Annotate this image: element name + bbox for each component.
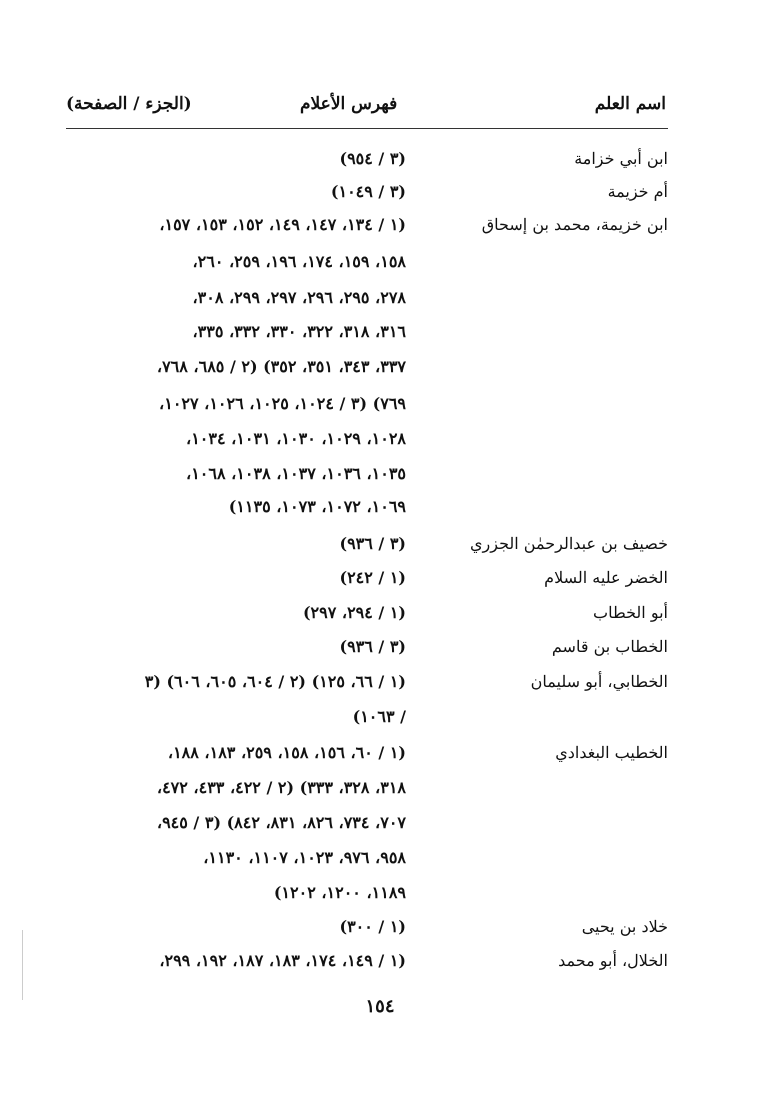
volume-page-references: ١٠٣٥، ١٠٣٦، ١٠٣٧، ١٠٣٨، ١٠٦٨، bbox=[186, 464, 406, 483]
index-row bbox=[66, 944, 668, 978]
volume-page-references: ٣٣٧، ٣٤٣، ٣٥١، ٣٥٢) (٢ / ٦٨٥، ٧٦٨، bbox=[156, 357, 406, 376]
volume-page-references: ٣١٦، ٣١٨، ٣٢٢، ٣٣٠، ٣٣٢، ٣٣٥، bbox=[192, 322, 406, 341]
volume-page-references: ١٠٢٨، ١٠٢٩، ١٠٣٠، ١٠٣١، ١٠٣٤، bbox=[186, 429, 406, 448]
index-row bbox=[66, 245, 668, 279]
person-name: خصيف بن عبدالرحمٰن الجزري bbox=[469, 534, 668, 553]
index-row bbox=[66, 841, 668, 875]
index-row bbox=[66, 630, 668, 664]
index-row bbox=[66, 665, 668, 699]
person-name: الخلال، أبو محمد bbox=[558, 951, 668, 970]
volume-page-references: ٢٧٨، ٢٩٥، ٢٩٦، ٢٩٧، ٢٩٩، ٣٠٨، bbox=[192, 288, 406, 307]
index-row bbox=[66, 700, 668, 734]
person-name: ابن خزيمة، محمد بن إسحاق bbox=[481, 215, 668, 234]
volume-page-references: / ١٠٦٣) bbox=[352, 707, 406, 726]
page-title: فهرس الأعلام bbox=[300, 94, 398, 114]
volume-page-references: (١ / ١٤٩، ١٧٤، ١٨٣، ١٨٧، ١٩٢، ٢٩٩، bbox=[159, 951, 406, 970]
volume-page-references: (٣ / ٩٣٦) bbox=[339, 637, 406, 656]
volume-page-references: (١ / ٢٩٤، ٢٩٧) bbox=[302, 603, 406, 622]
column-header-reference: (الجزء / الصفحة) bbox=[66, 94, 192, 114]
volume-page-references: ٧٦٩) (٣ / ١٠٢٤، ١٠٢٥، ١٠٢٦، ١٠٢٧، bbox=[159, 394, 406, 413]
page-number: ١٥٤ bbox=[365, 996, 395, 1017]
volume-page-references: ١٠٦٩، ١٠٧٢، ١٠٧٣، ١١٣٥) bbox=[228, 497, 406, 516]
volume-page-references: (٣ / ٩٣٦) bbox=[339, 534, 406, 553]
index-row bbox=[66, 527, 668, 561]
volume-page-references: ٧٠٧، ٧٣٤، ٨٢٦، ٨٣١، ٨٤٢) (٣ / ٩٤٥، bbox=[156, 813, 406, 832]
index-row bbox=[66, 175, 668, 209]
index-row bbox=[66, 315, 668, 349]
person-name: الخطيب البغدادي bbox=[555, 743, 668, 762]
index-row bbox=[66, 208, 668, 242]
index-row bbox=[66, 910, 668, 944]
index-row bbox=[66, 771, 668, 805]
volume-page-references: (٣ / ٩٥٤) bbox=[339, 149, 406, 168]
scan-margin-mark bbox=[22, 930, 23, 1000]
person-name: الخطابي، أبو سليمان bbox=[530, 672, 668, 691]
volume-page-references: (١ / ١٣٤، ١٤٧، ١٤٩، ١٥٢، ١٥٣، ١٥٧، bbox=[159, 215, 406, 234]
person-name: الخضر عليه السلام bbox=[544, 568, 668, 587]
column-header-name: اسم العلم bbox=[594, 94, 666, 114]
person-name: ابن أبي خزامة bbox=[574, 149, 668, 168]
index-row bbox=[66, 876, 668, 910]
volume-page-references: ١٥٨، ١٥٩، ١٧٤، ١٩٦، ٢٥٩، ٢٦٠، bbox=[192, 252, 406, 271]
index-row bbox=[66, 596, 668, 630]
index-row bbox=[66, 142, 668, 176]
volume-page-references: ٣١٨، ٣٢٨، ٣٣٣) (٢ / ٤٢٢، ٤٣٣، ٤٧٢، bbox=[156, 778, 406, 797]
person-name: أبو الخطاب bbox=[593, 603, 668, 622]
person-name: الخطاب بن قاسم bbox=[551, 637, 668, 656]
index-row bbox=[66, 281, 668, 315]
index-row bbox=[66, 350, 668, 384]
volume-page-references: (١ / ٦٠، ١٥٦، ١٥٨، ٢٥٩، ١٨٣، ١٨٨، bbox=[167, 743, 406, 762]
person-name: أم خزيمة bbox=[607, 182, 668, 201]
index-row bbox=[66, 736, 668, 770]
volume-page-references: (١ / ٦٦، ١٢٥) (٢ / ٦٠٤، ٦٠٥، ٦٠٦) (٣ bbox=[144, 672, 406, 691]
volume-page-references: (١ / ٢٤٢) bbox=[339, 568, 406, 587]
volume-page-references: (٣ / ١٠٤٩) bbox=[330, 182, 406, 201]
index-row bbox=[66, 561, 668, 595]
volume-page-references: (١ / ٣٠٠) bbox=[339, 917, 406, 936]
volume-page-references: ٩٥٨، ٩٧٦، ١٠٢٣، ١١٠٧، ١١٣٠، bbox=[203, 848, 406, 867]
index-row bbox=[66, 422, 668, 456]
index-row bbox=[66, 387, 668, 421]
person-name: خلاد بن يحيى bbox=[581, 917, 668, 936]
index-row bbox=[66, 457, 668, 491]
index-row bbox=[66, 490, 668, 524]
volume-page-references: ١١٨٩، ١٢٠٠، ١٢٠٢) bbox=[273, 883, 406, 902]
index-row bbox=[66, 806, 668, 840]
